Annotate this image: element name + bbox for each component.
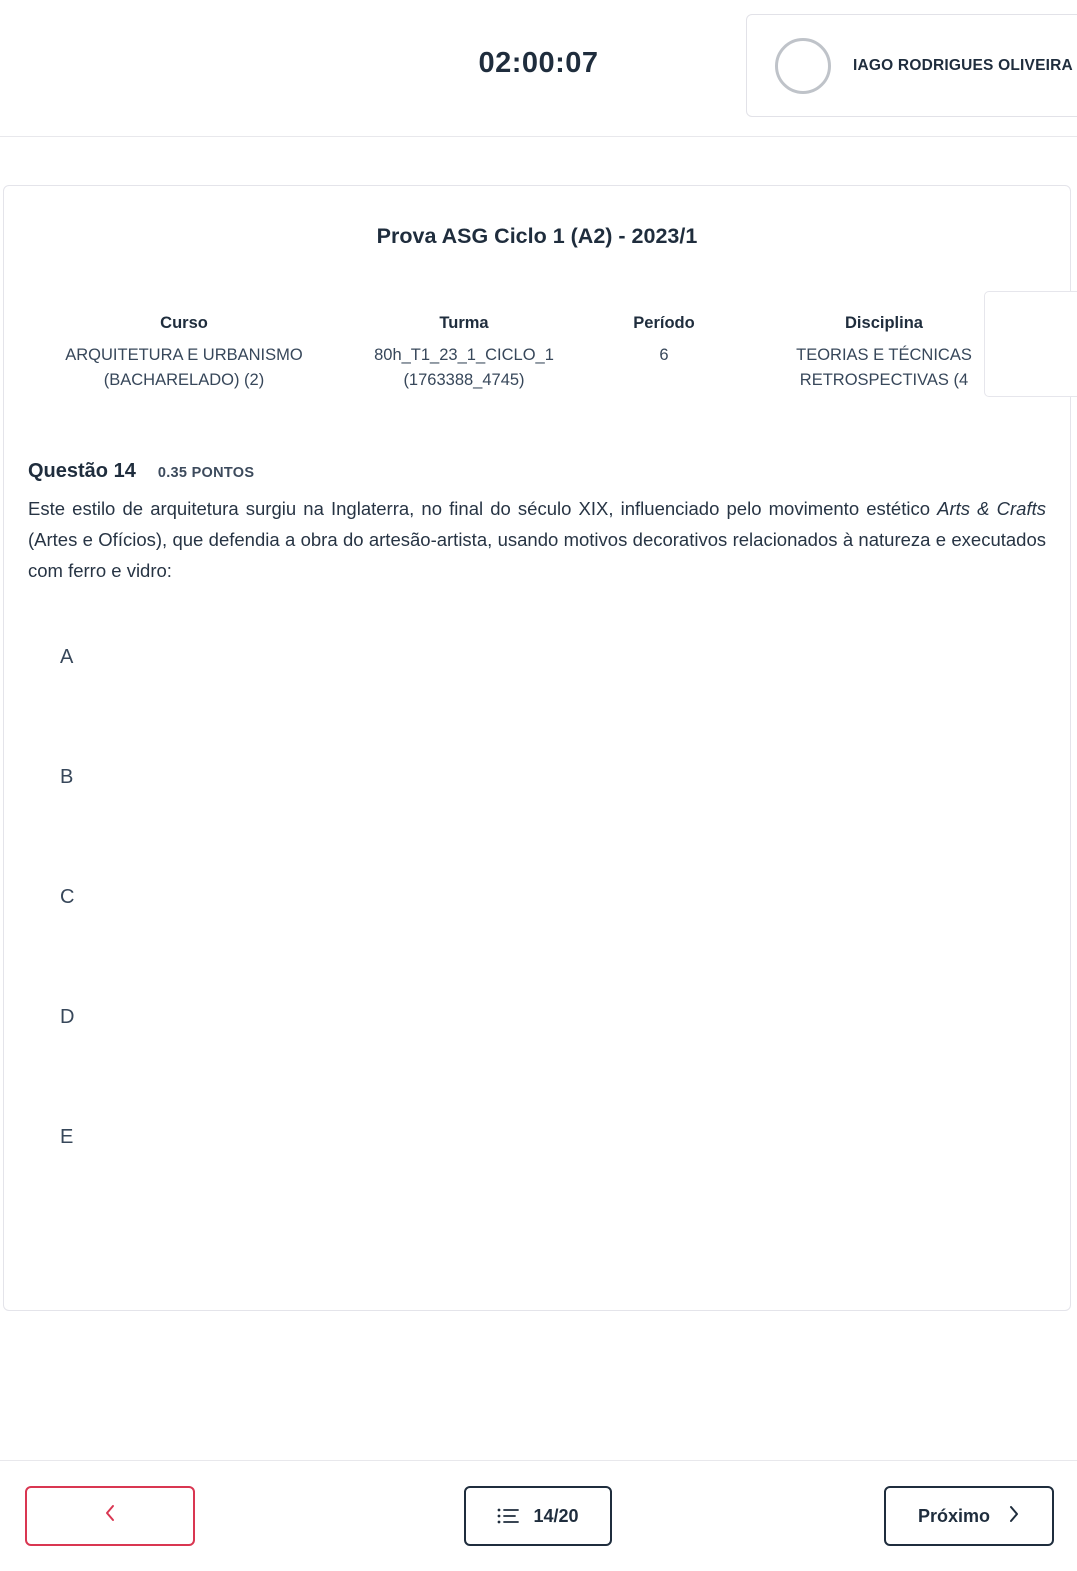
info-head-curso: Curso: [160, 314, 208, 332]
info-column-curso: [34, 311, 334, 394]
next-question-button[interactable]: [884, 1486, 1054, 1546]
alternative-letter: D: [60, 1005, 75, 1028]
alternative-option-e[interactable]: [28, 1122, 1046, 1242]
question-label: Questão 14: [28, 459, 136, 482]
question-index-button[interactable]: [464, 1486, 612, 1546]
info-head-periodo: Período: [633, 314, 695, 332]
info-value-curso-line2: (BACHARELADO) (2): [103, 371, 265, 390]
alternative-option-d[interactable]: [28, 1002, 1046, 1122]
exam-timer: 02:00:07: [478, 47, 599, 79]
question-points: 0.35 PONTOS: [157, 464, 255, 481]
top-bar: [0, 0, 1077, 137]
info-value-disciplina-line2: RETROSPECTIVAS (4: [799, 371, 969, 390]
info-value-disciplina-line1: TEORIAS E TÉCNICAS: [796, 345, 972, 364]
overlay-panel: [984, 291, 1077, 397]
exam-card: [3, 185, 1071, 1311]
footer-navigation: [0, 1460, 1077, 1571]
info-head-disciplina: Disciplina: [845, 314, 923, 332]
chevron-right-icon: [1008, 1505, 1020, 1528]
info-head-turma: Turma: [439, 314, 489, 332]
question-text-italic: Arts & Crafts: [937, 497, 1046, 519]
question-header: [4, 460, 1070, 483]
exam-title: Prova ASG Ciclo 1 (A2) - 2023/1: [376, 224, 698, 248]
list-icon: [497, 1508, 519, 1524]
info-value-curso-line1: ARQUITETURA E URBANISMO: [65, 345, 303, 364]
alternative-option-a[interactable]: [28, 642, 1046, 762]
info-column-periodo: [594, 311, 734, 394]
alternative-letter: C: [60, 885, 75, 908]
question-text: [4, 493, 1070, 586]
user-avatar-circle-icon: [775, 38, 831, 94]
alternative-option-b[interactable]: [28, 762, 1046, 882]
user-card[interactable]: [746, 14, 1077, 117]
info-value-turma-line2: (1763388_4745): [403, 371, 525, 390]
info-column-turma: [334, 311, 594, 394]
user-name: IAGO RODRIGUES OLIVEIRA: [853, 56, 1073, 74]
info-value-periodo-line1: 6: [659, 345, 669, 364]
previous-question-button[interactable]: [25, 1486, 195, 1546]
question-index-label: 14/20: [533, 1505, 579, 1526]
question-text-part2: (Artes e Ofícios), que defendia a obra do artesão-artista, usando motivos decorativos relacionados à natureza e executados com ferro e vidro:: [28, 528, 1046, 581]
alternative-letter: A: [60, 645, 74, 668]
alternative-option-c[interactable]: [28, 882, 1046, 1002]
chevron-left-icon: [104, 1504, 116, 1528]
alternative-letter: B: [60, 765, 74, 788]
exam-info-table: [4, 311, 1070, 394]
alternatives-list: [4, 642, 1070, 1242]
question-text-part1: Este estilo de arquitetura surgiu na Inglaterra, no final do século XIX, influenciado pelo movimento estético: [28, 497, 938, 519]
info-value-turma-line1: 80h_T1_23_1_CICLO_1: [374, 345, 554, 364]
alternative-letter: E: [60, 1125, 74, 1148]
next-question-label: Próximo: [917, 1505, 991, 1526]
